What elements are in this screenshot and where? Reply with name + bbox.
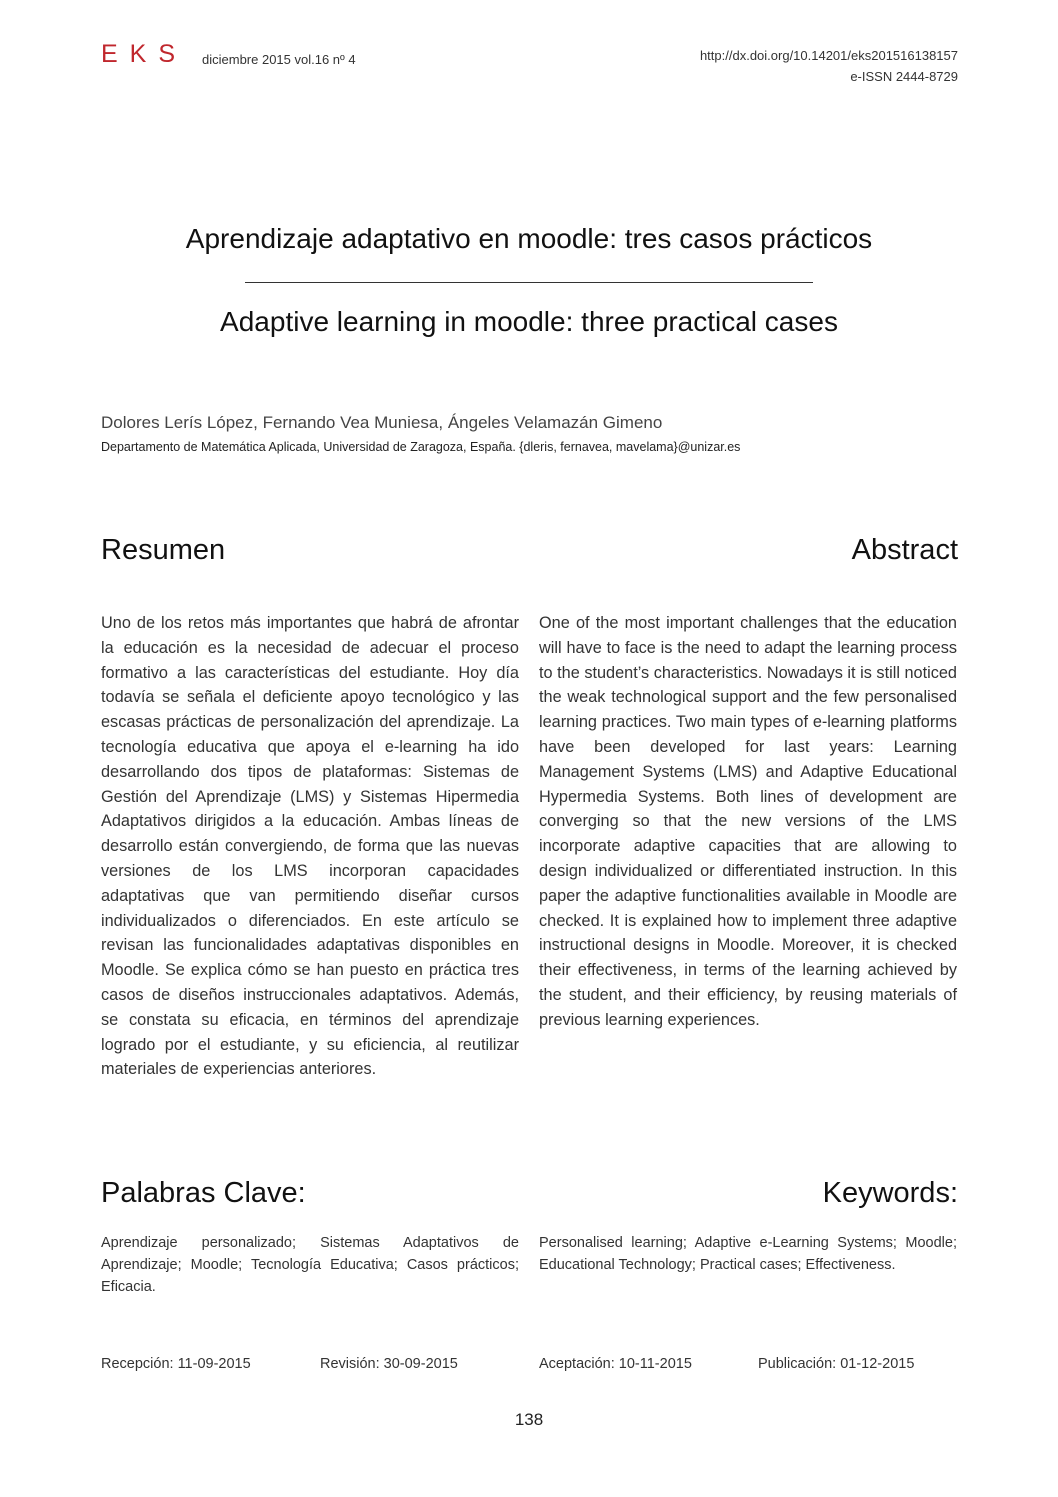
title-divider xyxy=(245,282,813,283)
keywords-heading: Keywords: xyxy=(822,1177,958,1209)
doi-link[interactable]: http://dx.doi.org/10.14201/eks201516138157 xyxy=(699,48,958,63)
author-list: Dolores Lerís López, Fernando Vea Muniesa, Ángeles Velamazán Gimeno xyxy=(101,413,663,432)
issn: e-ISSN 2444-8729 xyxy=(850,69,958,84)
title-spanish: Aprendizaje adaptativo en moodle: tres casos prácticos xyxy=(185,223,873,254)
keywords-text: Personalised learning; Adaptive e-Learning Systems; Moodle; Educational Technology; Practical cases; Effectiveness. xyxy=(539,1235,957,1273)
date-recepcion: Recepción: 11-09-2015 xyxy=(101,1356,251,1372)
issue-info: diciembre 2015 vol.16 nº 4 xyxy=(202,52,356,67)
palabras-clave-text: Aprendizaje personalizado; Sistemas Adaptativos de Aprendizaje; Moodle; Tecnología Educativa; Casos prácticos; Eficacia. xyxy=(101,1235,519,1295)
author-affiliation: Departamento de Matemática Aplicada, Universidad de Zaragoza, España. {dleris, fernavea, mavelama}@unizar.es xyxy=(101,440,741,454)
palabras-clave-heading: Palabras Clave: xyxy=(101,1177,306,1209)
abstract-heading: Abstract xyxy=(851,534,958,566)
journal-logo: EKS xyxy=(101,40,188,68)
date-revision: Revisión: 30-09-2015 xyxy=(320,1356,458,1372)
date-publicacion: Publicación: 01-12-2015 xyxy=(758,1356,915,1372)
page-number: 138 xyxy=(514,1410,544,1429)
resumen-text: Uno de los retos más importantes que habrá de afrontar la educación es la necesidad de adecuar el proceso formativo a las características del estudiante. Hoy día todavía se señala el deficiente apoyo tecnológico y las escasas prácticas de personalización del aprendizaje. La tecnología educativa que apoya el e-learning ha ido desarrollando dos tipos de plataformas: Sistemas de Gestión del Aprendizaje (LMS) y Sistemas Hipermedia Adaptativos dirigidos a la educación. Ambas líneas de desarrollo están convergiendo, de forma que las nuevas versiones de los LMS incorporan capacidades adaptativas que van permitiendo diseñar cursos individualizados o diferenciados. En este artículo se revisan las funcionalidades adaptativas disponibles en Moodle. Se explica cómo se han puesto en práctica tres casos de diseños instruccionales adaptativos. Además, se constata su eficacia, en términos del aprendizaje logrado por el estudiante, y su eficiencia, al reutilizar materiales de experiencias anteriores. xyxy=(101,614,519,1079)
abstract-text: One of the most important challenges that the education will have to face is the need to adapt the learning process to the student’s characteristics. Nowadays it is still noticed the weak technological support and the few personalised learning practices. Two main types of e-learning platforms have been developed for last years: Learning Management Systems (LMS) and Adaptive Educational Hypermedia Systems. Both lines of development are converging so that the new versions of the LMS incorporate adaptive capacities that are allowing to design individualized or differentiated instruction. In this paper the adaptive functionalities available in Moodle are checked. It is explained how to implement three adaptive instructional designs in Moodle. Moreover, it is checked their effectiveness, in terms of the learning achieved by the student, and their efficiency, by reusing materials of previous learning experiences. xyxy=(539,614,957,1029)
title-english: Adaptive learning in moodle: three practical cases xyxy=(220,306,838,337)
date-aceptacion: Aceptación: 10-11-2015 xyxy=(539,1356,692,1372)
resumen-heading: Resumen xyxy=(101,534,226,566)
